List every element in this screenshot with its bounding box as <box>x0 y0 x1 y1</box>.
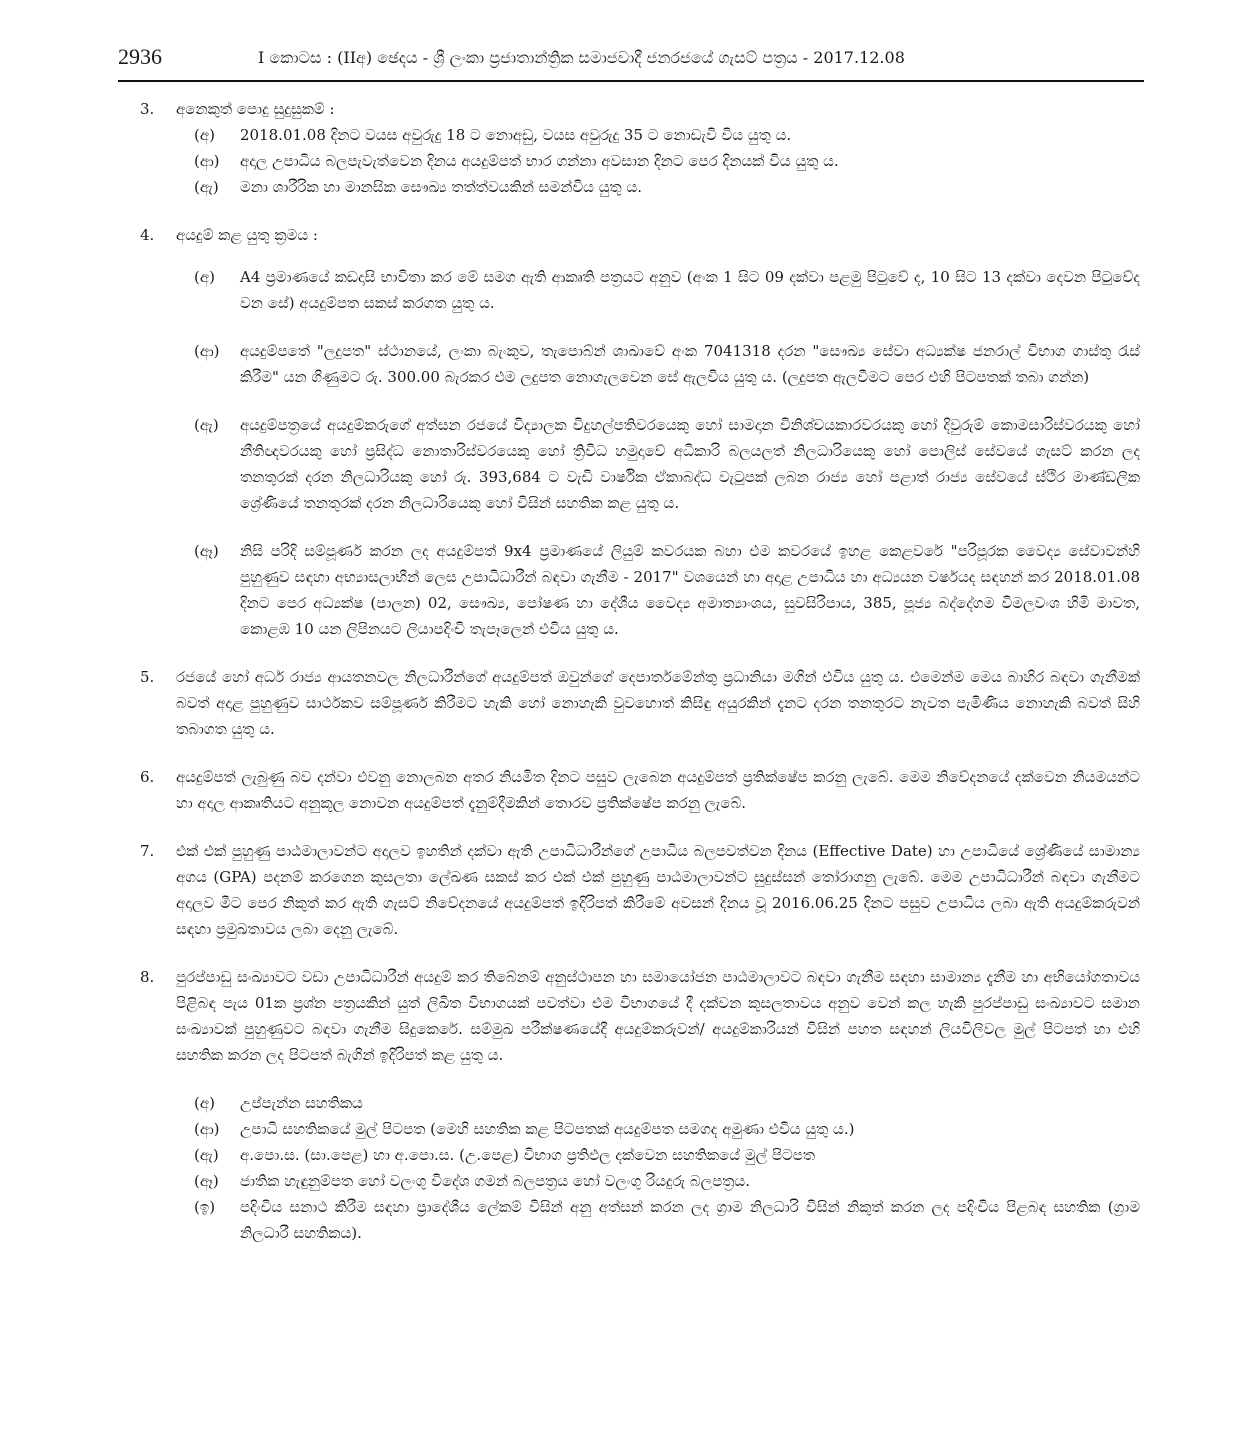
item-marker: (ඉ) <box>194 1198 216 1216</box>
item-marker: (අ) <box>194 1094 215 1112</box>
list-item <box>140 264 1140 316</box>
item-text: A4 ප්‍රමාණයේ කඩදාසි භාවිතා කර මේ සමග ඇති ආකෘති පත්‍රයට අනුව (අංක 1 සිට 09 දක්වා පළමු පිටුවේ ද, 10 සිට 13 දක්වා දෙවන පිටුවේද වන සේ) අයදුම්පත සකස් කරගත යුතු ය. <box>240 268 1140 312</box>
section-8 <box>140 964 1140 1068</box>
list-item <box>140 538 1140 642</box>
list-item <box>140 122 1140 148</box>
list-item <box>140 1168 1140 1194</box>
section-number: 4. <box>140 226 155 244</box>
item-text: උප්පැන්න සහතිකය <box>240 1094 363 1112</box>
item-text: පදිංචිය සනාථ කිරීම සඳහා ප්‍රාදේශීය ලේකම් විසින් අනු අත්සන් කරන ලද ග්‍රාම නිලධාරි විසින් නිකුත් කරන ලද පදිංචිය පිළබඳ සහතික (ග්‍රාම නිලධාරී සහතිකය). <box>240 1198 1140 1242</box>
item-marker: (ආ) <box>194 342 220 360</box>
document-list <box>140 1090 1140 1246</box>
list-item <box>140 412 1140 516</box>
item-text: නිසි පරිදි සම්පූර්ණ කරන ලද අයදුම්පත් 9x4 ප්‍රමාණයේ ලියුම් කවරයක බහා එම කවරයේ ඉහළ කෙළවරේ "පරිපූරක වෛද්‍ය සේවාවන්හි පුහුණුව සඳහා අභ්‍යාසලාභීන් ලෙස උපාධිධාරීන් බඳවා ගැනීම - 2017" වශයෙන් හා අදාළ උපාධිය හා අධ්‍යයන වර්ෂයද සඳහන් කර 2018.01.08 දිනට පෙර අධ්‍යක්ෂ (පාලන) 02, සෞඛ්‍ය, පෝෂණ හා දේශීය වෛද්‍ය අමාත්‍යාංශය, සුවසිරිපාය, 385, පූජ්‍ය බද්දේගම විමලවංශ හිමි මාවත, කොළඹ 10 යන ලිපිනයට ලියාපදිංචි තැපෑලෙන් එවිය යුතු ය. <box>240 542 1140 638</box>
list-item <box>140 1194 1140 1246</box>
item-text: ජාතික හැඳුනුම්පත හෝ වලංගු විදේශ ගමන් බලපත්‍රය හෝ වලංගු රියදුරු බලපත්‍රය. <box>240 1172 750 1190</box>
section-number: 5. <box>140 668 155 686</box>
list-item <box>140 1142 1140 1168</box>
item-text: අයදුම්පතේ "ලදුපත" ස්ථානයේ, ලංකා බැංකුව, තැපොබ්න් ශාඛාවේ අංක 7041318 දරන "සෞඛ්‍ය සේවා අධ්‍යක්ෂ ජනරාල් විභාග ගාස්තු රැස් කිරීම" යන ගිණුමට රු. 300.00 බැරකර එම ලදුපත නොගැලවෙන සේ ඇලවිය යුතු ය. (ලදුපත ඇලවීමට පෙර එහි පිටපතක් තබා ගන්න) <box>240 342 1140 386</box>
item-text: අ.පො.ස. (සා.පෙළ) හා අ.පො.ස. (උ.පෙළ) විභාග ප්‍රතිඵල දක්වෙන සහතිකයේ මුල් පිටපත <box>240 1146 816 1164</box>
list-item <box>140 1116 1140 1142</box>
list-item <box>140 1090 1140 1116</box>
item-marker: (අ) <box>194 268 215 286</box>
item-marker: (ඇ) <box>194 178 219 196</box>
section-number: 7. <box>140 842 155 860</box>
item-text: උපාධි සහතිකයේ මුල් පිටපත (මෙහි සහතික කළ පිටපතක් අයදුම්පත සමගද අමුණා එවිය යුතු ය.) <box>240 1120 855 1138</box>
section-4 <box>140 222 1140 248</box>
item-text: අදාල උපාධිය බලපැවැත්වෙන දිනය අයදුම්පත් භාර ගන්නා අවසාන දිනට පෙර දිනයක් විය යුතු ය. <box>240 152 839 170</box>
item-marker: (ඈ) <box>194 542 219 560</box>
item-marker: (ආ) <box>194 1120 220 1138</box>
section-text: රජයේ හෝ අර්ධ රාජ්‍ය ආයතනවල නිලධාරීන්ගේ අයදුම්පත් ඔවුන්ගේ දෙපාර්තමේන්තු ප්‍රධානියා මගින් එවිය යුතු ය. එමෙන්ම මෙය බාහිර බඳවා ගැනීමක් බවත් අදාළ පුහුණුව සාර්ථකව සම්පූර්ණ කිරීමට හැකි හෝ නොහැකි වුවහොත් කිසිඳු අයුරකින් දැනට දරන තනතුරට නැවත පැමිණිය නොහැකි බවත් සිහි තබාගත යුතු ය. <box>176 668 1140 738</box>
item-text: අයදුම්පත්‍රයේ අයදුම්කරුගේ අත්සන රජයේ විද්‍යාලක විදුහල්පතිවරයෙකු හෝ සාමදාන විනිශ්චයකාරවරයකු හෝ දිවුරුම් කොමසාරිස්වරයකු හෝ නීතිඥවරයකු හෝ ප්‍රසිද්ධ නොතාරිස්වරයෙකු හෝ ත්‍රිවිධ හමුදාවේ අධිකාරි බලයලත් නිලධාරියෙකු හෝ පොලිස් සේවයේ ගැසට් කරන ලද තනතුරක් දරන නිලධාරියකු හෝ රු. 393,684 ට වැඩි වාර්ෂික ඒකාබද්ධ වැටුපක් ලබන රාජ්‍ය හෝ පළාත් රාජ්‍ය සේවයේ ස්ථිර මාණ්ඩලික ශ්‍රේණියේ තනතුරක් දරන නිලධාරියෙකු හෝ විසින් සහතික කළ යුතු ය. <box>240 416 1140 512</box>
section-3 <box>140 96 1140 122</box>
page-header <box>118 40 1144 76</box>
item-marker: (ඈ) <box>194 1172 219 1190</box>
list-item <box>140 174 1140 200</box>
section-number: 3. <box>140 100 155 118</box>
item-marker: (ඇ) <box>194 1146 219 1164</box>
document-body <box>140 96 1140 1246</box>
section-7 <box>140 838 1140 942</box>
item-text: මනා ශාරීරික හා මානසික සෞඛ්‍ය තත්ත්වයකින් සමන්විය යුතු ය. <box>240 178 643 196</box>
item-marker: (ආ) <box>194 152 220 170</box>
section-number: 8. <box>140 968 155 986</box>
section-5 <box>140 664 1140 742</box>
section-text: පුරප්පාඩු සංඛ්‍යාවට වඩා උපාධිධාරීන් අයදුම් කර තිබේනම් අනුස්ථාපන හා සමායෝජන පාඨමාලාවට බඳවා ගැනීම සඳහා සාමාන්‍ය දැනීම හා අභියෝගතාවය පිළිබඳ පැය 01ක ප්‍රශ්න පත්‍රයකින් යුත් ලිඛිත විභාගයක් පවත්වා එම විභාගයේ දී දක්වන කුසලතාවය අනුව වෙන් කල හැකි පුරප්පාඩු සංඛ්‍යාවට සමාන සංඛ්‍යාවක් පුහුණුවට බඳවා ගැනීම සිදුකෙරේ. සම්මුඛ පරීක්ෂණයේදී අයදුම්කරුවන්/ අයදුම්කාරියන් විසින් පහත සඳහන් ලියවිලිවල මුල් පිටපත් හා එහි සහතික කරන ලද පිටපත් බැගින් ඉදිරිපත් කළ යුතු ය. <box>176 968 1140 1064</box>
section-6 <box>140 764 1140 816</box>
section-number: 6. <box>140 768 155 786</box>
section-text: එක් එක් පුහුණු පාඨමාලාවන්ට අදාලව ඉහතින් දක්වා ඇති උපාධිධාරීන්ගේ උපාධිය බලපවත්වන දිනය (Effective Date) හා උපාධියේ ශ්‍රේණියේ සාමාන්‍ය අගය (GPA) පදනම් කරගෙන කුසලතා ලේඛණ සකස් කර එක් එක් පුහුණු පාඨමාලාවන්ට සුදුස්සන් තෝරාගනු ලැබේ. මෙම උපාධිධාරීන් බඳවා ගැනීමට අදාලව මීට පෙර නිකුත් කර ඇති ගැසට් නිවේදනයේ අයදුම්පත් ඉදිරිපත් කිරීමේ අවසන් දිනය වූ 2016.06.25 දිනට පසුව උපාධිය ලබා ඇති අයදුම්කරුවන් සඳහා ප්‍රමුඛතාවය ලබා දෙනු ලැබේ. <box>176 842 1140 938</box>
header-rule <box>118 80 1144 82</box>
item-text: 2018.01.08 දිනට වයස අවුරුදු 18 ට නොඅඩු, වයස අවුරුදු 35 ට නොඩැවි විය යුතු ය. <box>240 126 792 144</box>
section-title: අයදුම් කළ යුතු ක්‍රමය : <box>176 226 318 244</box>
section-text: අයදුම්පත් ලැබුණු බව දන්වා එවනු නොලබන අතර නියමිත දිනට පසුව ලැබෙන අයදුම්පත් ප්‍රතික්ෂේප කරනු ලැබේ. මෙම නිවේදනයේ දක්වෙන නියමයන්ට හා අදාල ආකෘතියට අනුකූල නොවන අයදුම්පත් දැනුම්දීමකින් තොරව ප්‍රතික්ෂේප කරනු ලැබේ. <box>176 768 1140 812</box>
list-item <box>140 148 1140 174</box>
section-title: අනෙකුත් පොදු සුදුසුකම් : <box>176 100 335 118</box>
item-marker: (අ) <box>194 126 215 144</box>
list-item <box>140 338 1140 390</box>
item-marker: (ඇ) <box>194 416 219 434</box>
gazette-title: I කොටස : (IIඅ) ඡෙදය - ශ්‍රී ලංකා ප්‍රජාතාන්ත්‍රික සමාජවාදී ජනරජයේ ගැසට් පත්‍රය - 2017.12.08 <box>258 48 905 67</box>
page-number: 2936 <box>118 44 162 69</box>
